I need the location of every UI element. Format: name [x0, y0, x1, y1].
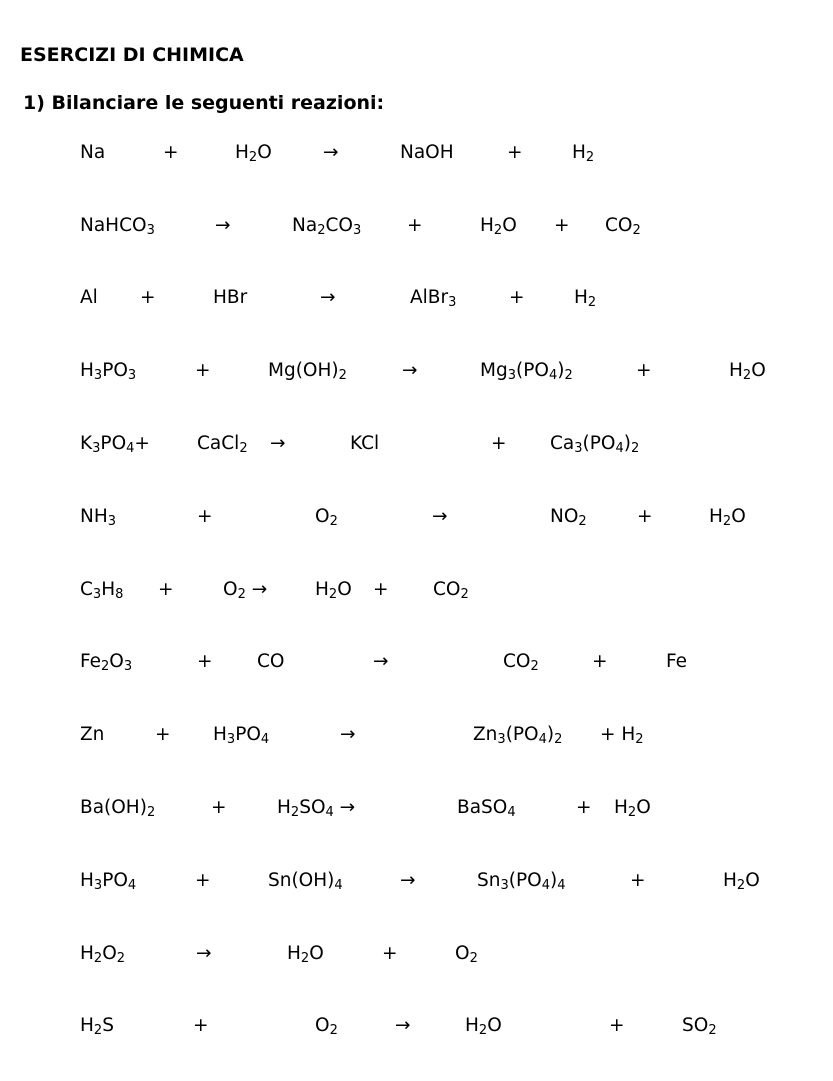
chemical-formula: $H_2O$: [315, 579, 352, 602]
reaction-arrow: →: [320, 287, 336, 308]
reaction-row: [0, 289, 833, 329]
reaction-row: [0, 872, 833, 912]
reaction-arrow: →: [432, 506, 448, 527]
chemical-formula: $H_2O$: [709, 506, 746, 529]
chemical-formula: $CO_2$: [433, 579, 469, 602]
reaction-row: [0, 435, 833, 475]
plus-sign: +: [158, 579, 174, 600]
chemical-formula: $H_2O_2$: [80, 943, 126, 966]
reaction-row: [0, 1017, 833, 1057]
reaction-row: [0, 653, 833, 693]
chemical-formula: $H_2O$: [729, 360, 766, 383]
plus-sign: +: [507, 142, 523, 163]
plus-sign: +: [407, 215, 423, 236]
chemical-formula: $CO_2$: [605, 215, 641, 238]
chemical-formula: $H_3PO_4$: [213, 724, 270, 747]
reaction-row: [0, 945, 833, 985]
chemical-formula: $O_2$: [315, 506, 338, 529]
chemical-formula: Fe: [666, 651, 688, 672]
chemical-formula: + $H_2$: [600, 724, 644, 747]
reaction-arrow: →: [373, 651, 389, 672]
reaction-arrow: →: [215, 215, 231, 236]
chemical-formula: $H_2O$: [287, 943, 324, 966]
plus-sign: +: [140, 287, 156, 308]
chemical-formula: $SO_2$: [682, 1015, 717, 1038]
chemical-formula: $C_3H_8$: [80, 579, 124, 602]
chemical-formula: $H_2S$: [80, 1015, 114, 1038]
chemical-formula: CaCl$_2$: [197, 433, 248, 456]
page-title: ESERCIZI DI CHIMICA: [20, 44, 244, 66]
plus-sign: +: [211, 797, 227, 818]
chemical-formula: $H_3PO_4$: [80, 870, 137, 893]
plus-sign: +: [197, 651, 213, 672]
chemical-formula: $NO_2$: [550, 506, 587, 529]
chemical-formula: $H_2O$: [235, 142, 272, 165]
chemical-formula: $Ca_3(PO_4)_2$: [550, 433, 640, 456]
plus-sign: +: [155, 724, 171, 745]
chemical-formula: BaSO$_4$: [457, 797, 516, 820]
reaction-row: [0, 726, 833, 766]
plus-sign: +: [193, 1015, 209, 1036]
plus-sign: +: [637, 506, 653, 527]
chemical-formula: AlBr$_3$: [410, 287, 457, 310]
chemical-formula: $O_2$: [455, 943, 478, 966]
plus-sign: +: [195, 870, 211, 891]
chemical-formula: Zn: [80, 724, 105, 745]
chemical-formula: NaHCO$_3$: [80, 215, 155, 238]
exercise-heading: 1) Bilanciare le seguenti reazioni:: [23, 92, 385, 114]
chemical-formula: $O_2$ →: [223, 579, 268, 602]
chemical-formula: $Sn_3(PO_4)_4$: [477, 870, 566, 893]
reaction-row: [0, 508, 833, 548]
plus-sign: +: [554, 215, 570, 236]
plus-sign: +: [491, 433, 507, 454]
chemical-formula: $O_2$: [315, 1015, 338, 1038]
chemical-formula: NaOH: [400, 142, 454, 163]
chemical-formula: $Zn_3(PO_4)_2$: [473, 724, 563, 747]
plus-sign: +: [382, 943, 398, 964]
reaction-arrow: →: [323, 142, 339, 163]
chemical-formula: KCl: [350, 433, 380, 454]
reaction-row: [0, 362, 833, 402]
chemical-formula: $H_2O$: [465, 1015, 502, 1038]
chemical-formula: $H_2O$: [723, 870, 760, 893]
plus-sign: +: [609, 1015, 625, 1036]
plus-sign: +: [373, 579, 389, 600]
reaction-arrow: →: [196, 943, 212, 964]
chemical-formula: HBr: [213, 287, 248, 308]
reaction-row: [0, 217, 833, 257]
chemical-formula: $H_2O$: [614, 797, 651, 820]
chemical-formula: Al: [80, 287, 98, 308]
chemical-formula: $Fe_2O_3$: [80, 651, 133, 674]
chemical-formula: $Sn(OH)_4$: [268, 870, 343, 893]
reaction-arrow: →: [395, 1015, 411, 1036]
chemical-formula: $Ba(OH)_2$: [80, 797, 156, 820]
plus-sign: +: [592, 651, 608, 672]
plus-sign: +: [630, 870, 646, 891]
reaction-row: [0, 799, 833, 839]
plus-sign: +: [163, 142, 179, 163]
plus-sign: +: [195, 360, 211, 381]
reaction-arrow: →: [270, 433, 286, 454]
chemical-formula: $CO_2$: [503, 651, 539, 674]
chemical-formula: $H_2$: [572, 142, 595, 165]
chemical-formula: $NH_3$: [80, 506, 117, 529]
plus-sign: +: [197, 506, 213, 527]
chemical-formula: $Na_2CO_3$: [292, 215, 362, 238]
plus-sign: +: [509, 287, 525, 308]
plus-sign: +: [636, 360, 652, 381]
reaction-arrow: →: [400, 870, 416, 891]
plus-sign: +: [576, 797, 592, 818]
chemical-formula: $H_3PO_3$: [80, 360, 137, 383]
chemical-formula: $Mg_3(PO_4)_2$: [480, 360, 573, 383]
reaction-arrow: →: [340, 724, 356, 745]
chemical-formula: Na: [80, 142, 106, 163]
reaction-row: [0, 581, 833, 621]
chemical-formula: $H_2O$: [480, 215, 517, 238]
chemical-formula: $K_3PO_4+$: [80, 433, 150, 456]
chemical-formula: $H_2SO_4$ →: [277, 797, 356, 820]
chemical-formula: CO: [257, 651, 285, 672]
chemical-formula: $H_2$: [574, 287, 597, 310]
reaction-arrow: →: [402, 360, 418, 381]
reaction-row: [0, 144, 833, 184]
chemical-formula: $Mg(OH)_2$: [268, 360, 347, 383]
